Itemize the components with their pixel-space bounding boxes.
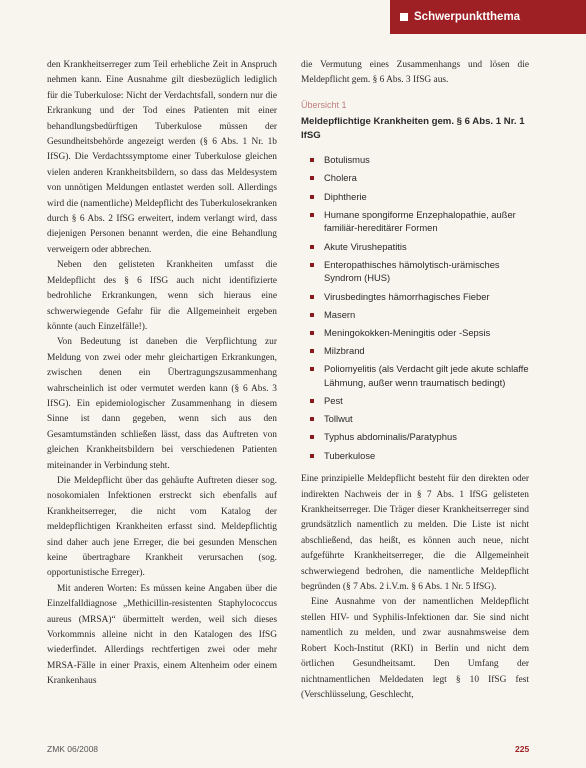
list-item: Tollwut	[301, 412, 529, 426]
list-item: Enteropathisches hämolytisch-urämisches Syndrom (HUS)	[301, 258, 529, 285]
paragraph: Die Meldepflicht über das gehäufte Auftreten dieser sog. nosokomialen Infektionen erstreckt sich ebenfalls auf Krankheitserreger, die nicht vom Katalog der meldepflichtigen Krankheiten erfasst sind. Meldepflichtig sind daher auch jene Erreger, die bei gesunden Menschen keine übertragbare Krankheit verursachen (sog. opportunistische Erreger).	[47, 475, 277, 579]
list-item: Pest	[301, 394, 529, 408]
right-column	[301, 58, 529, 703]
list-item: Cholera	[301, 171, 529, 185]
paragraph: den Krankheitserreger zum Teil erhebliche Zeit in Anspruch nehmen kann. Eine Ausnahme gilt diesbezüglich lediglich für die Tuberkulose: Nicht der Verdachtsfall, sondern nur die Erkrankung und der Tod eines Patienten mit einer behandlungsbedürftigen Tuberkulose müssen der Gesundheitsbehörde angezeigt werden (§ 6 Abs. 1 Nr. 1b IfSG). Die Verdachtssymptome einer Tuberkulose gleichen vielen anderen Krankheitsbildern, so dass das Meldesystem von unnötigen Meldungen entlastet werden soll. Allerdings wird die (namentliche) Meldepflicht des Tuberkulosekranken durch § 6 Abs. 2 IfSG erweitert, indem verlangt wird, dass diejenigen Personen benannt werden, die eine Behandlung verweigern oder abbrechen.	[47, 60, 277, 255]
paragraph: Mit anderen Worten: Es müssen keine Angaben über die Einzelfalldiagnose „Methicillin-resistenten Staphylococcus aureus (MRSA)“ übermittelt werden, weil sich dieses Vorkommnis alleine nicht in den Katalogen des IfSG wiederfindet. Allerdings rechtfertigen zwei oder mehr MRSA-Fälle in einer Praxis, einem Altenheim oder einem Krankenhaus	[47, 583, 277, 687]
list-item: Masern	[301, 308, 529, 322]
overview-title: Meldepflichtige Krankheiten gem. § 6 Abs. 1 Nr. 1 IfSG	[301, 116, 525, 142]
paragraph: Von Bedeutung ist daneben die Verpflichtung zur Meldung von zwei oder mehr gleichartigen Erkrankungen, zwischen denen ein Übertragungszusammenhang wahrscheinlich ist oder vermutet werden kann (§ 6 Abs. 3 IfSG). Ein epidemiologischer Zusammenhang in diesem Sinne ist dann gegeben, wenn sich aus den Gesamtumständen schließen lässt, dass das Auftreten von gleichen Krankheitsbildern bei verschiedenen Patienten miteinander in Verbindung steht.	[47, 337, 277, 471]
list-item: Akute Virushepatitis	[301, 240, 529, 254]
list-item: Humane spongiforme Enzephalopathie, außer familiär-hereditärer Formen	[301, 208, 529, 235]
list-item: Meningokokken-Meningitis oder -Sepsis	[301, 326, 529, 340]
section-tag-label: Schwerpunktthema	[414, 11, 521, 23]
list-item: Milzbrand	[301, 344, 529, 358]
list-item: Typhus abdominalis/Paratyphus	[301, 430, 529, 444]
list-item: Virusbedingtes hämorrhagisches Fieber	[301, 290, 529, 304]
paragraph: Eine prinzipielle Meldepflicht besteht für den direkten oder indirekten Nachweis der in § 7 Abs. 1 IfSG gelisteten Krankheitserreger. Die Träger dieser Krankheitserreger sind grundsätzlich namentlich zu melden. Die Liste ist nicht abschließend, das heißt, es können auch neue, nicht aufgeführte Krankheitserreger, die die Allgemeinheit schwerwiegend bedrohen, die namentliche Meldepflicht begründen (§ 7 Abs. 2 i.V.m. § 6 Abs. 1 Nr. 5 IfSG).	[301, 474, 529, 593]
disease-list	[301, 153, 529, 462]
list-item: Tuberkulose	[301, 449, 529, 463]
paragraph: die Vermutung eines Zusammenhangs und lösen die Meldepflicht gem. § 6 Abs. 3 IfSG aus.	[301, 60, 529, 86]
page-number: 225	[515, 744, 530, 754]
journal-issue: ZMK 06/2008	[47, 744, 99, 754]
paragraph: Eine Ausnahme von der namentlichen Meldepflicht stellen HIV- und Syphilis-Infektionen dar. Sie sind nicht namentlich zu melden, und zwar ausnahmsweise dem Robert Koch-Institut (RKI) in Berlin und nicht dem örtlichen Gesundheitsamt. Den Umfang der nichtnamentlichen Meldedaten legt § 10 IfSG fest (Verschlüsselung, Geschlecht,	[301, 597, 529, 700]
list-item: Botulismus	[301, 153, 529, 167]
list-item: Diphtherie	[301, 190, 529, 204]
overview-label: Übersicht 1	[301, 99, 347, 110]
square-icon	[400, 13, 408, 21]
section-tag	[390, 0, 586, 34]
list-item: Poliomyelitis (als Verdacht gilt jede akute schlaffe Lähmung, außer wenn traumatisch bedingt)	[301, 362, 529, 389]
paragraph: Neben den gelisteten Krankheiten umfasst die Meldepflicht des § 6 IfSG auch nicht identifizierte bedrohliche Erkrankungen, wenn sich hieraus eine schwerwiegende Gefahr für die Allgemeinheit ergeben könnte (auch Einzelfälle!).	[47, 260, 277, 332]
left-column	[47, 58, 277, 690]
